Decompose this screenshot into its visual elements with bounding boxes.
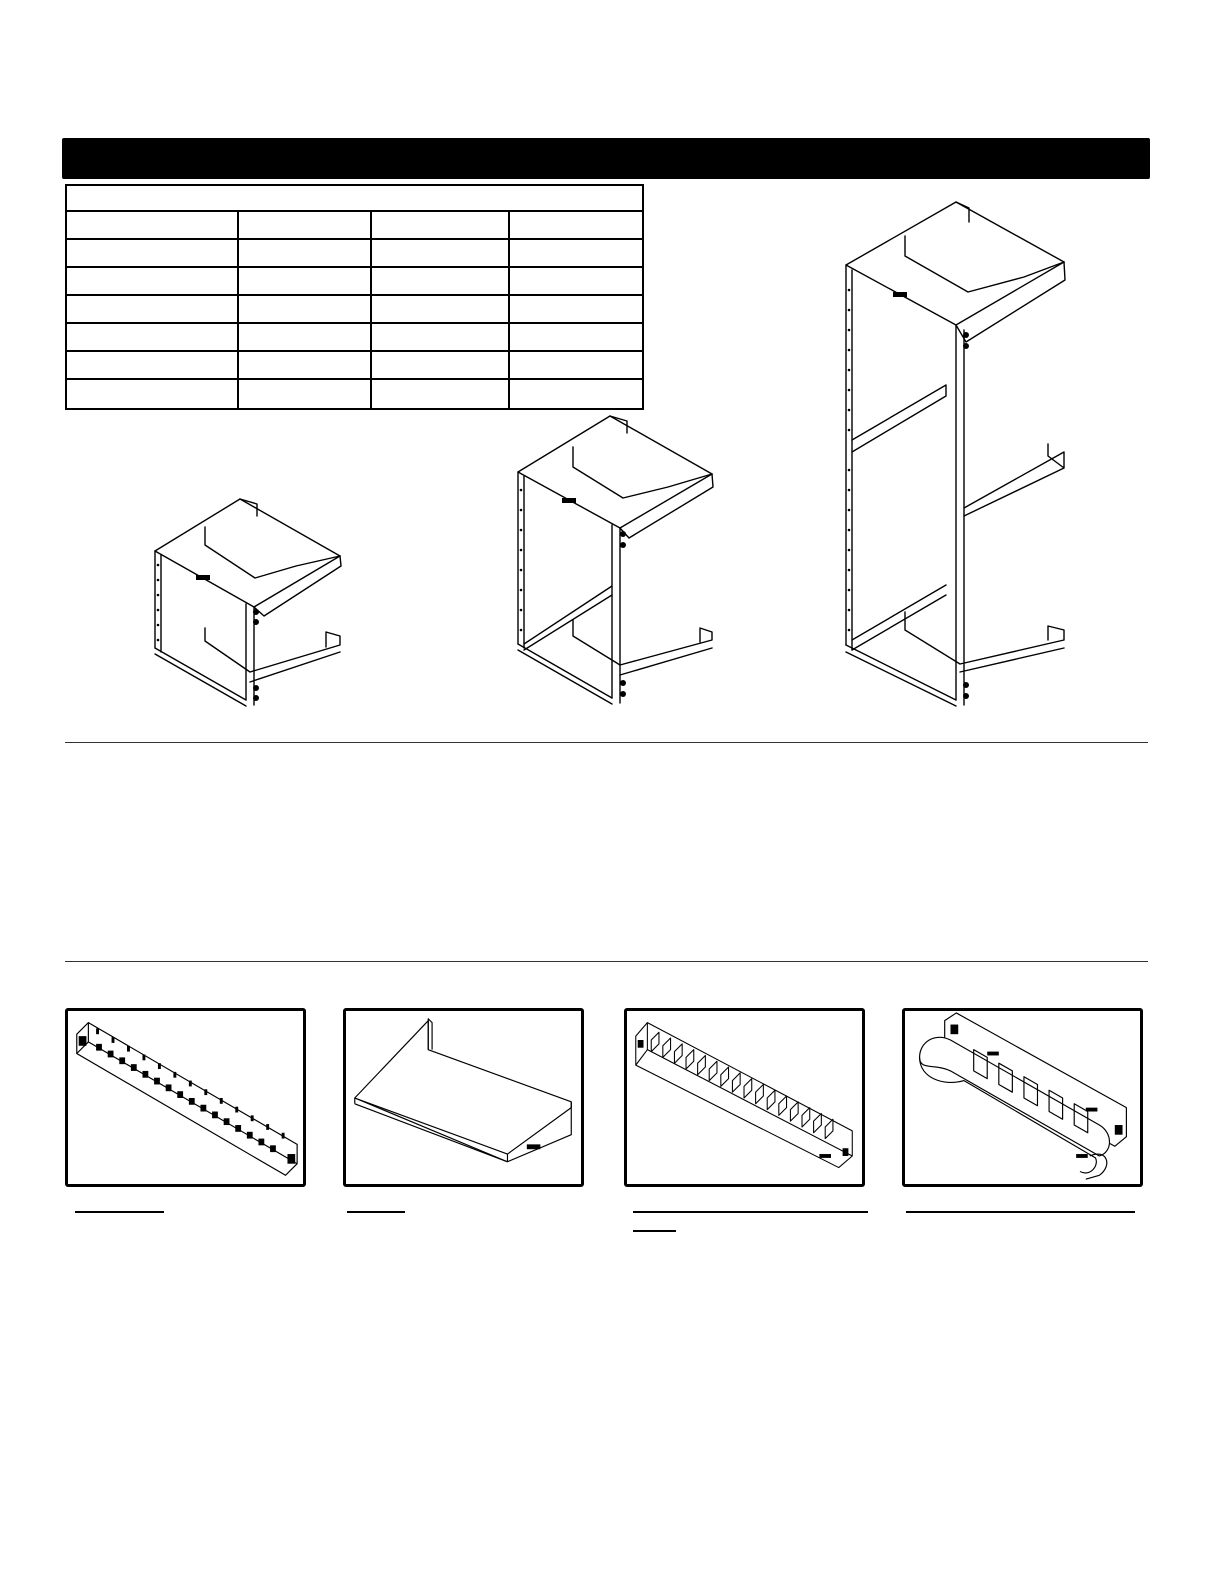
horizontal-cable-manager-illustration xyxy=(627,1011,862,1184)
rack-illustrations xyxy=(0,0,1224,740)
rack-shelf-image-box xyxy=(343,1008,584,1187)
patch-panel-image-box xyxy=(65,1008,306,1187)
section-divider xyxy=(65,961,1148,962)
cable-manager-with-cover-image-box xyxy=(902,1008,1143,1187)
section-divider xyxy=(65,742,1148,743)
horizontal-cable-manager-caption-line-2 xyxy=(633,1230,676,1232)
cable-manager-with-cover-illustration xyxy=(905,1011,1140,1184)
patch-panel-illustration xyxy=(68,1011,303,1184)
rack-shelf-illustration xyxy=(346,1011,581,1184)
medium-wall-rack-illustration xyxy=(518,416,713,704)
horizontal-cable-manager-caption xyxy=(633,1211,868,1213)
cable-manager-with-cover-caption xyxy=(906,1211,1135,1213)
tall-wall-rack-illustration xyxy=(846,202,1065,706)
small-wall-rack-illustration xyxy=(155,499,341,706)
horizontal-cable-manager-image-box xyxy=(624,1008,865,1187)
patch-panel-caption xyxy=(75,1211,164,1213)
rack-shelf-caption xyxy=(347,1211,405,1213)
